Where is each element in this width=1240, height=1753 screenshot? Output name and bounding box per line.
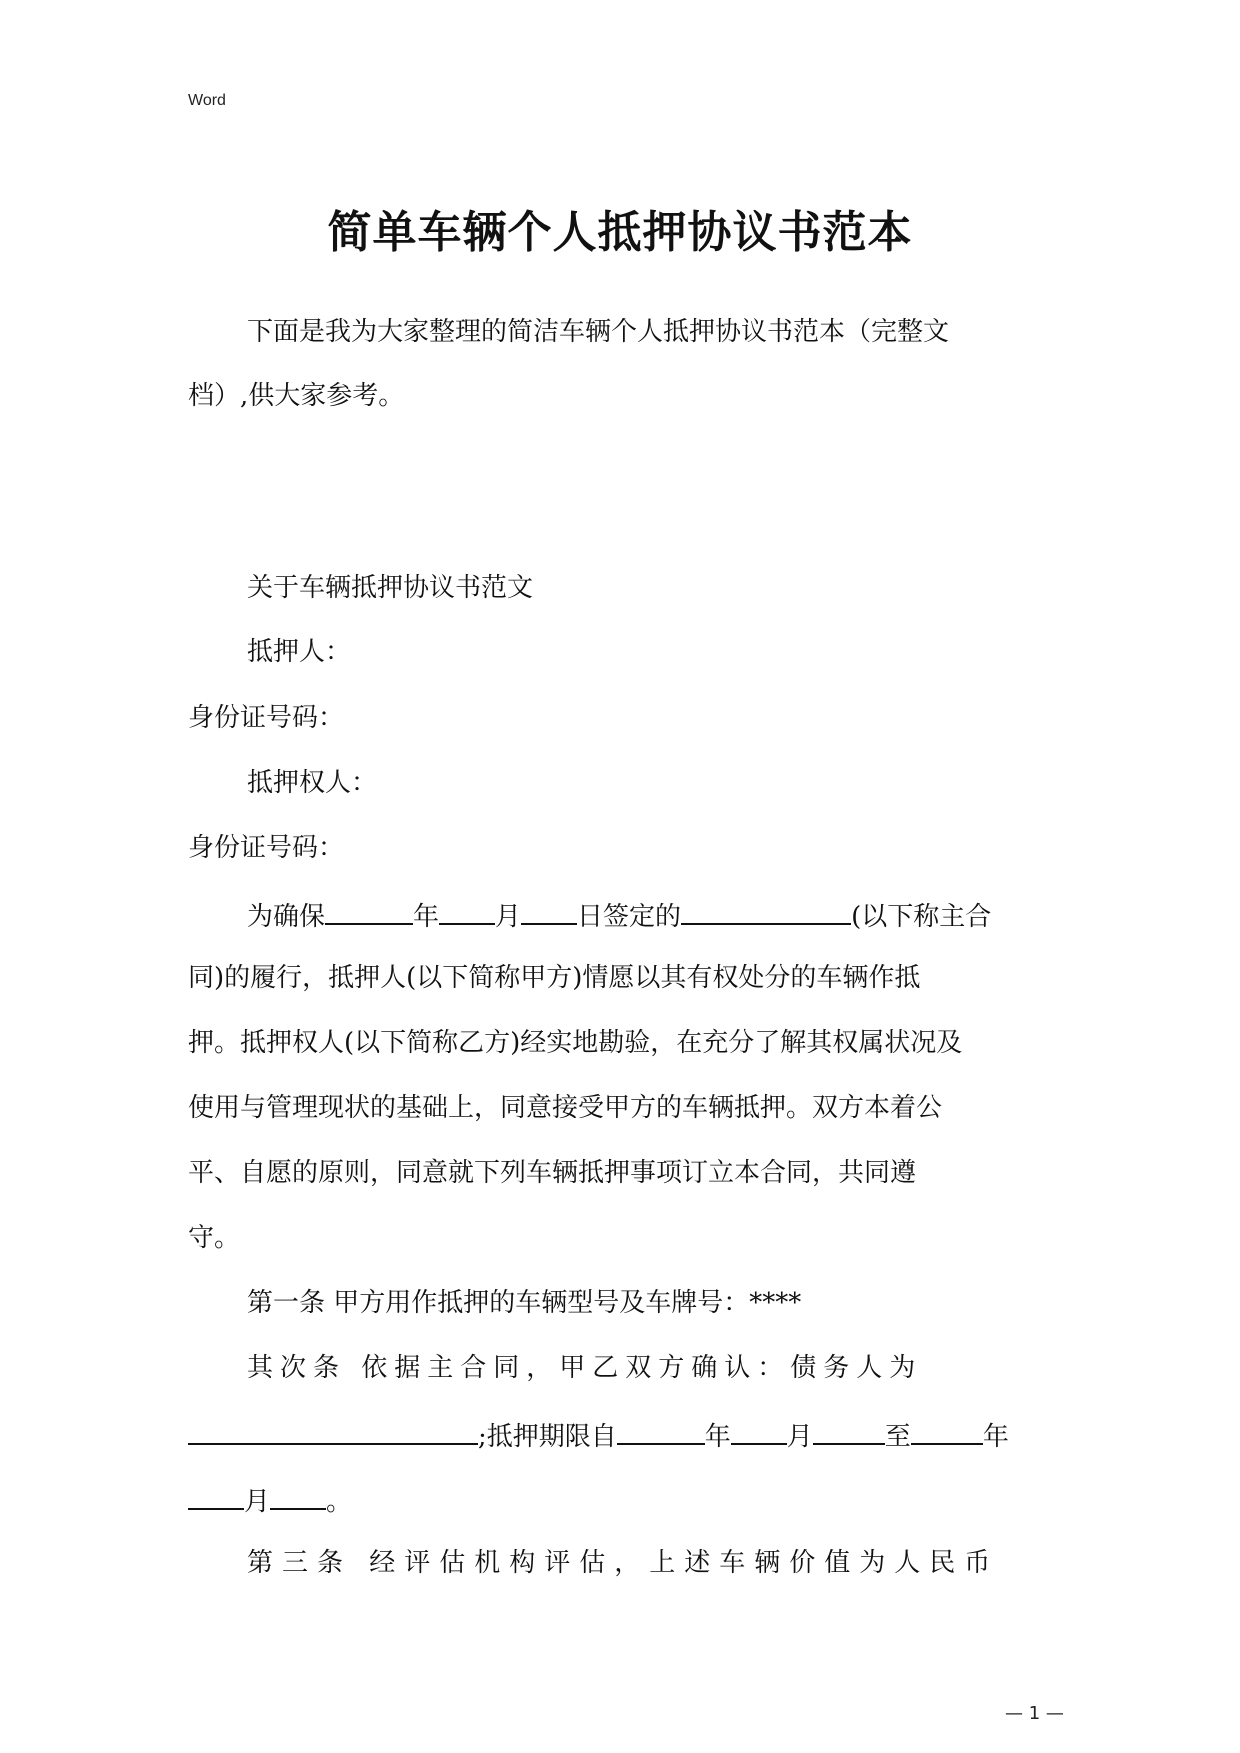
article2-text: 年 (704, 1422, 731, 1452)
field-mortgagee: 抵押权人： (247, 768, 378, 798)
article2-text: ;抵押期限自 (478, 1422, 617, 1452)
para1-text: 年 (413, 902, 440, 932)
header-app-name: Word (188, 92, 226, 109)
para1-text: 为确保 (247, 902, 326, 932)
field-mortgagor: 抵押人： (247, 637, 352, 667)
blank-year (325, 897, 413, 925)
blank-end-year (911, 1417, 983, 1445)
para1-text: 日签定的 (577, 902, 682, 932)
blank-debtor (188, 1417, 478, 1445)
intro-line-2: 档）,供大家参考。 (188, 381, 405, 411)
article2-text: 年 (982, 1422, 1009, 1452)
field-id-number-1: 身份证号码： (188, 703, 345, 733)
blank-contract (681, 897, 851, 925)
sample-title: 关于车辆抵押协议书范文 (247, 573, 534, 603)
blank-end-day (270, 1482, 326, 1510)
article2-text: 。 (326, 1487, 353, 1517)
article-2-line-3 (188, 1482, 352, 1518)
blank-start-month (731, 1417, 787, 1445)
blank-start-year (617, 1417, 705, 1445)
intro-line-1: 下面是我为大家整理的简洁车辆个人抵押协议书范本（完整文 (247, 317, 950, 347)
blank-end-month (188, 1482, 244, 1510)
article2-text: 至 (884, 1422, 911, 1452)
para1-text: (以下称主合 (851, 902, 992, 932)
para1-line-3: 押。抵押权人(以下简称乙方)经实地勘验，在充分了解其权属状况及 (188, 1028, 963, 1058)
article-3-line-1: 第三条 经评估机构评估，上述车辆价值为人民币 (247, 1548, 1000, 1578)
article2-text: 月 (244, 1487, 271, 1517)
para1-text: 月 (495, 902, 522, 932)
blank-month (439, 897, 495, 925)
article-2-line-2 (188, 1417, 1009, 1453)
blank-day (521, 897, 577, 925)
page-number: — 1 — (1005, 1703, 1064, 1724)
para1-line-2: 同)的履行，抵押人(以下简称甲方)情愿以其有权处分的车辆作抵 (188, 963, 921, 993)
article-1: 第一条 甲方用作抵押的车辆型号及车牌号：**** (247, 1288, 802, 1318)
para1-line-4: 使用与管理现状的基础上，同意接受甲方的车辆抵押。双方本着公 (188, 1093, 943, 1123)
para1-line-6: 守。 (188, 1223, 241, 1253)
field-id-number-2: 身份证号码： (188, 833, 345, 863)
blank-start-day (813, 1417, 885, 1445)
document-title: 简单车辆个人抵押协议书范本 (327, 207, 913, 258)
article-2-line-1: 其次条 依据主合同，甲乙双方确认：债务人为 (247, 1353, 923, 1383)
para1-line-5: 平、自愿的原则，同意就下列车辆抵押事项订立本合同，共同遵 (188, 1158, 917, 1188)
article2-text: 月 (786, 1422, 813, 1452)
para1-line-1 (247, 897, 991, 933)
